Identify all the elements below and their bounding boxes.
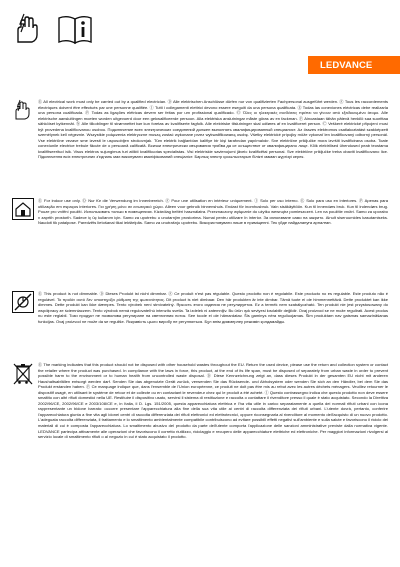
safety-text-indoor: Ⓔ For indoor use only. Ⓓ Nur für die Verwendung im Innenbereich. Ⓕ Pour une utilisation en intérieur uniquement. Ⓘ Solo per uso interno. Ⓔ Solo para uso en interiores. Ⓟ Apenas para utilização em espaços interiores. Για χρήση μόνο σε εσωτερικό χώρο. Alleen voor gebruik binnenshuis. Endast för inomhusbruk. Vain sisäkäyttöön. Kun til innendørs bruk. Kun til indendørs brug. Pouze pro vnitřní použití. Использовать только в помещениях. Kizárólag beltéri használatra. Przeznaczony wyłącznie do użytku wewnątrz pomieszczeń. Len na použitie vnútri. Samo za uporabo v zaprtih prostorih. Sadece iç üç kullanım için. Samo za upotrebu u unutarnjim prostorima. Numai pentru utilizare în interior. За използване само на закрито. Ainult siseruumides kasutamiseks. Naudoti tik patalpose. Paredzēts lietošanai tikai iekštelpās. Samo za unutrašnju upotrebu. Використовувати лише в приміщенні. Тек үйде пайдалануға арналған. <box>38 198 388 226</box>
crossed-out-bin-icon <box>12 362 34 384</box>
indoor-house-icon <box>12 198 34 220</box>
electrician-hand-icon <box>12 12 46 46</box>
read-manual-icon <box>56 12 90 46</box>
safety-section-dimmer <box>12 291 388 324</box>
safety-section-indoor <box>12 198 388 226</box>
safety-text-disposal: Ⓔ The marking indicates that this product should not be disposed with other household wastes throughout the EU. Return the used device, please use the return and collection system or contact the retailer where the product was purchased. In compliance with the laws in force, this product, at the end of its life span, must be disposed of separately from urban waste in order to prevent possible harm to the environment or to human health from uncontrolled waste disposal. Ⓓ Diese Kennzeichnung zeigt an, dass dieses Produkt in der gesamten EU nicht mit anderen Haushaltsabfällen entsorgt werden darf. Senden Sie das abgenutzte Gerät zurück, verwenden Sie das Rücksende- und Abholsystem oder wenden Sie sich an den Händler, bei dem Sie das Produkt erstanden haben. Ⓕ Ce marquage indique que, dans l'ensemble de l'Union européenne, ce produit ne doit pas être mis au rebut avec les autres déchets ménagers. Veuillez retourner le dispositif usagé, en utilisant le système de retour et de collecte ou en contactant le revendeur chez qui le produit a été acheté. Ⓘ Questo contrassegno indica che questo prodotto non deve essere smaltito con altri rifiuti domestici nella UE. Restituire il dispositivo usato, servirsi il sistema di restituzione e raccolta o contattare il rivenditore presso il quale è stato acquistato. Secondo la Direttiva 2002/96/CE, 2002/96/CE e 2003/108/CE e, in Italia, il D. Lgs. 151/2005, questa apparecchiatura elettrica e l'ha vita utile in carico separatamente a quella dei normali rifiuti urbani con icona rappresentante un bidone barrato: occorre presentare l'apparecchiatura alla fine della sua vita utile ai centri di raccolta differenziata dei rifiuti urbani. L'utente dovrà, pertanto, conferire l'apparecchiatura giunta a fine vita agli idonei centri di raccolta differenziata dei rifiuti elettronici ed elettrotecnici, oppure riconsegnarla al rivenditore al momento dell'acquisto di un nuovo prodotto. L'adeguata raccolta differenziata, il trattamento e lo smaltimento ambientalmente compatibile contribuiscono ad evitare possibili effetti negativi sull'ambiente e sulla salute e favoriscono il riciclo dei materiali di cui è composta l'apparecchiatura. Lo smaltimento abusivo del prodotto da parte dell'utente comporta l'applicazione delle sanzioni amministrative previste dalla normativa vigente. LEDVANCE partecipa attivamente alle operazioni che favoriscono il corretto riutilizzo, riciclaggio e recupero delle apparecchiature elettriche ed elettroniche. Per maggiori informazioni rivolgersi al servizio locale di smaltimento rifiuti o al negozio in cui è stato acquistato il prodotto. <box>38 362 388 440</box>
no-dimmer-icon <box>12 291 34 313</box>
brand-logo: LEDVANCE <box>308 56 400 74</box>
safety-section-disposal <box>12 362 388 440</box>
safety-text-dimmer: Ⓔ This product is not dimmable. Ⓓ Dieses Produkt ist nicht dimmbar. Ⓕ Ce produit n'est pas régulable. Questo prodotto non è regolabile. Este producto no es regulable. Este produto não é regulável. Το προϊόν αυτό δεν υποστηρίζει ρύθμιση της φωτεινότητας. Dit product is niet dimbaar. Den här produkten är inte dimbar. Tämä tuote ei ole himmennettävä. Dette produktet kan ikke dimmes. Dette produkt kan ikke dæmpes. Tento výrobek není stmívatelný. Яркость этого изделия не регулируется. Ez a termék nem szabályozható. Ten produkt nie jest przystosowany do współpracy ze ściemniaczem. Tento výrobok nemá regulovateľnú intenzitu svetla. Ta izdelek ni zatemnljiv. Bu ürün ışık seviyesi kısılabilir değildir. Ovaj proizvod se ne može regulirati. Acest produs nu este reglabil. Този продукт не позволява регулиране на светлинния поток. See toode ei ole hämardatav. Šis gaminys nėra reguliuojamas. Šim produktam nav gaismas samazināšanas funkcijas. Ovaj proizvod ne može da se reguliše. Яскравість цього виробу не регулюється. Бұл өнім диммерлеу режимін қолдамайды. <box>38 291 388 324</box>
safety-section-electrician <box>12 99 388 160</box>
safety-text-electrician: Ⓔ All electrical work must only be carried out by a qualified electrician. Ⓓ Alle elektrischen Anschlüsse dürfen nur von qualifizierten Fachpersonal ausgeführt werden. Ⓕ Tous les raccordements électriques doivent être effectués par une personne qualifiée. Ⓘ Tutti i collegamenti elettrici devono essere eseguiti da una persona qualificata. Ⓔ Todas las conexiones eléctricas debe realizarla una persona cualificada. Ⓟ Todas as ligações elétricas devem ser feitas por um profissional qualificado. Ⓖ Όλες οι ηλεκτρικές συνδέσεις πρέπει να γίνουν από εξειδικευμένο άτομο. Alle elektrische aansluitingen moeten worden uitgevoerd door een gekwalificeerde persoon. Alla elektriska anslutningar måste göras av en fackman. Ⓕ Ainoastaan tähän pätevä henkilö saa suorittaa sähköiset kytkennät. Ⓝ Alle tilkoblinger til strømnettet bør kun foretas av kvalifiserte fagfolk. Alle elektriske tilslutninger skal udføres af en kvalificeret person. Ⓒ Veškeré elektrické připojení musí být provedena kvalifikovanou osobou. Подключение всех электрических соединений должен выполнять квалифицированный специалист. Az összes elektromos csatlakoztatást szakképzett személynek kell végeznie. Wszystkie połączenia elektryczne muszą zostać wykonane przez wykwalifikowaną osobę. Všetky elektrické prípojky môže vykonať len kvalifikovaný odborný personál. Vse električne vezave sme izvesti le usposobljen strokovnjak. Tüm elektrik bağlantıları kalifiye bir kişi tarafından yapılmalıdır. Sve električne priključke mora izvršiti kvalificirana osoba. Toate conexiunile electrice trebuie făcute de o persoană calificată. Всички електрически свързвания трябва да се осъществят от квалифицирано лице. Kõik elektrilised ühendused peab teostama kvalifitseeritud isik. Visus elektros sujungimus turi atlikti kvalifikuotas specialistas. Visi elektriskie savienojumi jāveic kvalificētai personai. Sve električne priključke treba obaviti kvalifikovano lice. Підключення всіх електричних з'єднань має виконувати кваліфікований спеціаліст. Барлық электр қосылыстарын білікті маман жүргізуі керек. <box>38 99 388 160</box>
electrician-hand-icon <box>12 99 34 121</box>
